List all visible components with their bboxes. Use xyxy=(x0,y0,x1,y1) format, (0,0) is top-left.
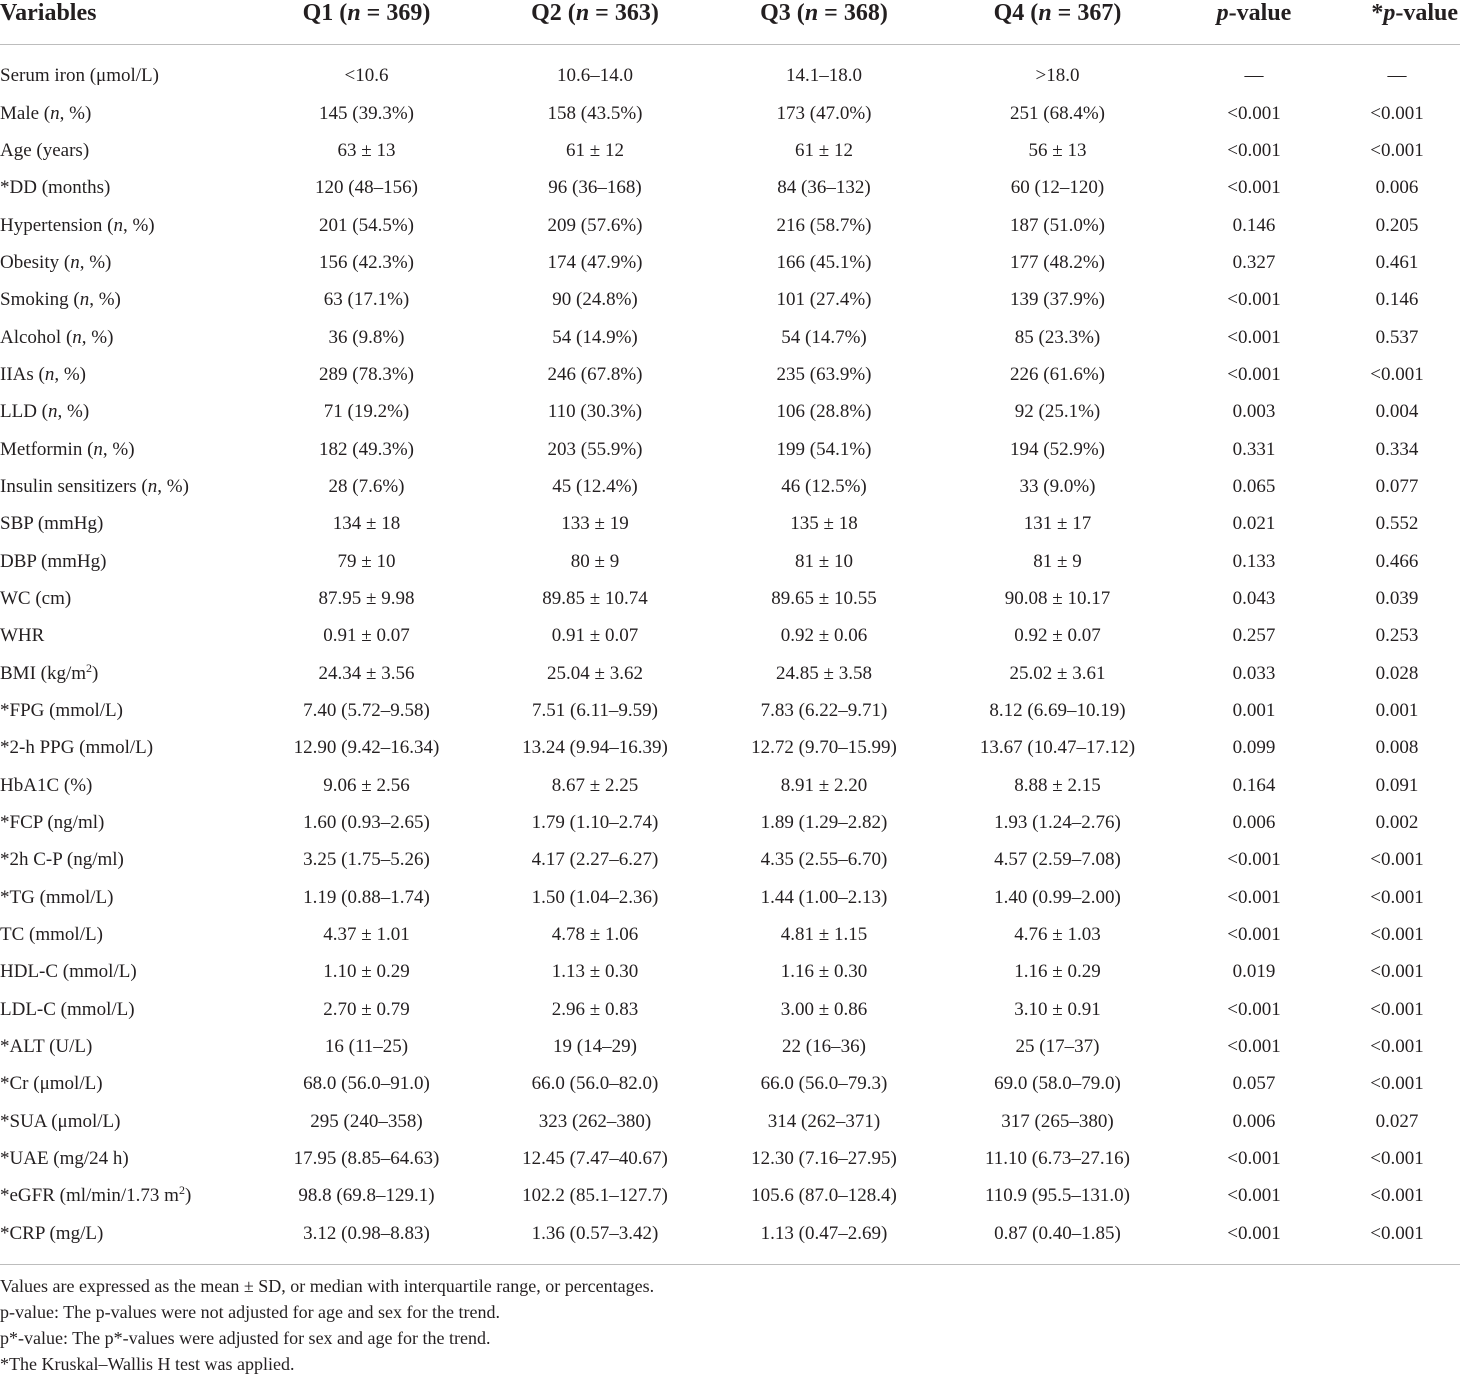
footnote: p*-value: The p*-values were adjusted for sex and age for the trend. xyxy=(0,1328,491,1348)
table-row xyxy=(0,356,1460,393)
table-cell: 0.133 xyxy=(1232,550,1276,572)
table-cell: 61 ± 12 xyxy=(566,139,624,161)
table-cell: <0.001 xyxy=(1227,139,1281,161)
table-cell: 0.164 xyxy=(1232,774,1276,796)
table-cell: 201 (54.5%) xyxy=(319,214,414,236)
table-cell: 12.90 (9.42–16.34) xyxy=(293,737,440,759)
table-body xyxy=(0,45,1460,1265)
table-row xyxy=(0,991,1460,1028)
table-cell: 4.37 ± 1.01 xyxy=(323,924,410,946)
table-cell: 0.537 xyxy=(1375,326,1419,348)
table-cell: 314 (262–371) xyxy=(767,1110,881,1132)
table-cell: 1.89 (1.29–2.82) xyxy=(760,812,888,834)
table-cell: 110.9 (95.5–131.0) xyxy=(985,1185,1130,1207)
table-cell: 0.021 xyxy=(1232,513,1276,535)
table-cell: 1.16 ± 0.30 xyxy=(780,961,868,983)
row-label: *TG (mmol/L) xyxy=(0,886,114,908)
table-row xyxy=(0,1215,1460,1252)
table-cell: 0.028 xyxy=(1375,662,1419,684)
table-cell: <0.001 xyxy=(1370,924,1424,946)
table-cell: 19 (14–29) xyxy=(553,1036,637,1058)
row-label: HbA1C (%) xyxy=(0,774,93,796)
table-cell: 0.099 xyxy=(1232,737,1276,759)
row-label: WHR xyxy=(0,625,45,647)
table-row xyxy=(0,580,1460,617)
table-cell: 45 (12.4%) xyxy=(552,475,638,497)
table-cell: 69.0 (58.0–79.0) xyxy=(994,1073,1121,1095)
table-cell: 199 (54.1%) xyxy=(776,438,872,460)
row-label: *FCP (ng/ml) xyxy=(0,812,105,834)
table-cell: <0.001 xyxy=(1227,924,1281,946)
table-header xyxy=(0,0,1460,45)
footnote: p-value: The p-values were not adjusted for age and sex for the trend. xyxy=(0,1302,500,1322)
table-cell: 139 (37.9%) xyxy=(1010,289,1105,311)
table-cell: 11.10 (6.73–27.16) xyxy=(985,1148,1130,1170)
table-cell: 46 (12.5%) xyxy=(781,475,867,497)
table-cell: 36 (9.8%) xyxy=(328,326,405,348)
table-cell: <0.001 xyxy=(1370,1222,1424,1244)
row-label: *DD (months) xyxy=(0,177,111,199)
table-cell: 0.003 xyxy=(1232,401,1276,423)
table-cell: 0.146 xyxy=(1232,214,1276,236)
header-p-star-value: *p-value xyxy=(1334,0,1460,45)
table-cell: 63 (17.1%) xyxy=(323,289,410,311)
table-cell: <0.001 xyxy=(1370,849,1424,871)
row-label: DBP (mmHg) xyxy=(0,550,107,572)
row-label: Male (n, %) xyxy=(0,102,92,124)
table-cell: 194 (52.9%) xyxy=(1010,438,1105,460)
table-row xyxy=(0,281,1460,318)
table-cell: 13.67 (10.47–17.12) xyxy=(979,737,1136,759)
table-cell: 0.006 xyxy=(1232,812,1276,834)
table-row xyxy=(0,244,1460,281)
row-label: *CRP (mg/L) xyxy=(0,1222,104,1244)
header-q4: Q4 (n = 367) xyxy=(941,0,1174,45)
table-cell: <0.001 xyxy=(1370,998,1424,1020)
row-label: TC (mmol/L) xyxy=(0,924,103,946)
table-cell: 216 (58.7%) xyxy=(776,214,872,236)
row-label: HDL-C (mmol/L) xyxy=(0,961,137,983)
table-cell: <0.001 xyxy=(1227,1222,1281,1244)
table-cell: <0.001 xyxy=(1370,1073,1424,1095)
table-cell: <0.001 xyxy=(1370,139,1424,161)
table-spacer-row xyxy=(0,45,1460,58)
table-cell: 0.065 xyxy=(1232,475,1276,497)
table-row xyxy=(0,94,1460,131)
table-cell: <0.001 xyxy=(1227,1036,1281,1058)
table-cell: <0.001 xyxy=(1227,1148,1281,1170)
table-cell: 0.466 xyxy=(1375,550,1419,572)
table-cell: 3.25 (1.75–5.26) xyxy=(303,849,430,871)
table-cell: >18.0 xyxy=(1035,65,1080,87)
table-cell: 0.043 xyxy=(1232,587,1276,609)
table-row xyxy=(0,841,1460,878)
table-cell: 0.006 xyxy=(1232,1110,1276,1132)
table-cell: 289 (78.3%) xyxy=(319,363,414,385)
table-cell: 0.002 xyxy=(1375,812,1419,834)
table-cell: 1.13 ± 0.30 xyxy=(551,961,639,983)
table-cell: 295 (240–358) xyxy=(310,1110,423,1132)
table-cell: 1.10 ± 0.29 xyxy=(323,961,410,983)
table-cell: 96 (36–168) xyxy=(548,177,642,199)
table-cell: 1.50 (1.04–2.36) xyxy=(531,886,659,908)
table-cell: 0.327 xyxy=(1232,251,1276,273)
table-cell: 68.0 (56.0–91.0) xyxy=(303,1073,430,1095)
table-row xyxy=(0,1103,1460,1140)
table-cell: 13.24 (9.94–16.39) xyxy=(522,737,668,759)
table-cell: 133 ± 19 xyxy=(561,513,629,535)
table-cell: 54 (14.7%) xyxy=(781,326,867,348)
row-label: Serum iron (μmol/L) xyxy=(0,65,159,87)
table-cell: 0.461 xyxy=(1375,251,1419,273)
table-cell: 3.10 ± 0.91 xyxy=(1014,998,1101,1020)
table-cell: <0.001 xyxy=(1227,849,1281,871)
table-cell: 61 ± 12 xyxy=(795,139,853,161)
table-cell: 0.006 xyxy=(1375,177,1419,199)
table-cell: 3.00 ± 0.86 xyxy=(780,998,868,1020)
table-cell: 16 (11–25) xyxy=(324,1036,409,1058)
table-row xyxy=(0,318,1460,355)
table-cell: <0.001 xyxy=(1227,886,1281,908)
table-row xyxy=(0,430,1460,467)
table-cell: 0.033 xyxy=(1232,662,1276,684)
table-cell: 187 (51.0%) xyxy=(1010,214,1105,236)
row-label: *UAE (mg/24 h) xyxy=(0,1148,129,1170)
row-label: LLD (n, %) xyxy=(0,401,90,423)
table-cell: 92 (25.1%) xyxy=(1014,401,1101,423)
table-cell: 85 (23.3%) xyxy=(1014,326,1101,348)
table-cell: <0.001 xyxy=(1227,102,1281,124)
table-cell: <0.001 xyxy=(1227,998,1281,1020)
table-cell: <0.001 xyxy=(1370,1148,1424,1170)
table-cell: 0.92 ± 0.06 xyxy=(780,625,868,647)
table-row xyxy=(0,169,1460,206)
table-cell: 81 ± 10 xyxy=(795,550,853,572)
table-cell: 24.85 ± 3.58 xyxy=(776,662,872,684)
table-cell: 8.88 ± 2.15 xyxy=(1014,774,1101,796)
table-row xyxy=(0,692,1460,729)
table-cell: 89.65 ± 10.55 xyxy=(771,587,877,609)
table-cell: <0.001 xyxy=(1227,326,1281,348)
table-row xyxy=(0,953,1460,990)
table-footnotes xyxy=(0,1265,1460,1377)
table-cell: 4.78 ± 1.06 xyxy=(551,924,639,946)
table-cell: 4.81 ± 1.15 xyxy=(780,924,868,946)
row-label: BMI $(kg/m^2)$ xyxy=(0,660,99,684)
table-cell: 4.57 (2.59–7.08) xyxy=(994,849,1121,871)
table-cell: 89.85 ± 10.74 xyxy=(542,587,648,609)
table-cell: 1.60 (0.93–2.65) xyxy=(303,812,430,834)
table-cell: 66.0 (56.0–79.3) xyxy=(760,1073,888,1095)
table-cell: 14.1–18.0 xyxy=(786,65,862,87)
table-cell: 3.12 (0.98–8.83) xyxy=(303,1222,430,1244)
table-cell: 0.91 ± 0.07 xyxy=(551,625,639,647)
table-cell: 105.6 (87.0–128.4) xyxy=(751,1185,897,1207)
table-cell: 25.04 ± 3.62 xyxy=(547,662,643,684)
table-cell: 0.091 xyxy=(1375,774,1419,796)
table-cell: 110 (30.3%) xyxy=(547,401,643,423)
table-cell: 1.13 (0.47–2.69) xyxy=(760,1222,888,1244)
table-cell: 0.019 xyxy=(1232,961,1276,983)
table-row xyxy=(0,729,1460,766)
table-cell: <0.001 xyxy=(1370,961,1424,983)
row-label: *FPG (mmol/L) xyxy=(0,700,123,722)
table-cell: 235 (63.9%) xyxy=(776,363,872,385)
header-row xyxy=(0,0,1460,45)
table-cell: 54 (14.9%) xyxy=(552,326,638,348)
table-cell: 156 (42.3%) xyxy=(319,251,414,273)
row-label: Smoking (n, %) xyxy=(0,289,121,311)
table-row xyxy=(0,804,1460,841)
table-cell: 1.93 (1.24–2.76) xyxy=(994,812,1121,834)
table-cell: 9.06 ± 2.56 xyxy=(323,774,410,796)
footnote: *The Kruskal–Wallis H test was applied. xyxy=(0,1354,295,1374)
table-cell: 0.008 xyxy=(1375,737,1419,759)
header-q3: Q3 (n = 368) xyxy=(707,0,941,45)
table-row xyxy=(0,1065,1460,1102)
table-row xyxy=(0,916,1460,953)
table-cell: 246 (67.8%) xyxy=(547,363,643,385)
table-cell: 71 (19.2%) xyxy=(323,401,410,423)
table-cell: <0.001 xyxy=(1370,1185,1424,1207)
table-cell: <0.001 xyxy=(1227,177,1281,199)
table-cell: — xyxy=(1244,65,1264,87)
table-cell: 0.001 xyxy=(1375,700,1419,722)
table-row xyxy=(0,57,1460,94)
table-cell: 145 (39.3%) xyxy=(319,102,414,124)
table-cell: 101 (27.4%) xyxy=(776,289,872,311)
row-label: *eGFR (ml/min/1.73 $m^2$) xyxy=(0,1183,192,1207)
table-row xyxy=(0,542,1460,579)
table-cell: 1.36 (0.57–3.42) xyxy=(531,1222,659,1244)
row-label: IIAs (n, %) xyxy=(0,363,87,385)
row-label: Hypertension (n, %) xyxy=(0,214,155,236)
table-cell: 226 (61.6%) xyxy=(1010,363,1105,385)
row-label: *SUA (μmol/L) xyxy=(0,1110,121,1132)
row-label: *2-h PPG (mmol/L) xyxy=(0,737,154,759)
table-cell: 8.67 ± 2.25 xyxy=(551,774,639,796)
table-cell: 1.79 (1.10–2.74) xyxy=(531,812,659,834)
table-cell: 102.2 (85.1–127.7) xyxy=(522,1185,668,1207)
table-row xyxy=(0,132,1460,169)
table-cell: 158 (43.5%) xyxy=(547,102,643,124)
table-cell: 2.70 ± 0.79 xyxy=(323,998,410,1020)
table-cell: 0.331 xyxy=(1232,438,1276,460)
table-cell: 81 ± 9 xyxy=(1033,550,1082,572)
table-cell: 8.91 ± 2.20 xyxy=(780,774,868,796)
table-cell: 4.35 (2.55–6.70) xyxy=(760,849,888,871)
table-cell: <0.001 xyxy=(1370,1036,1424,1058)
table-cell: 7.51 (6.11–9.59) xyxy=(532,700,658,722)
row-label: SBP (mmHg) xyxy=(0,513,104,535)
table-cell: 4.76 ± 1.03 xyxy=(1014,924,1101,946)
table-cell: 33 (9.0%) xyxy=(1019,475,1096,497)
table-cell: 1.44 (1.00–2.13) xyxy=(760,886,888,908)
table-cell: 10.6–14.0 xyxy=(557,65,633,87)
table-cell: 209 (57.6%) xyxy=(547,214,643,236)
table-cell: <0.001 xyxy=(1370,886,1424,908)
table-cell: 0.004 xyxy=(1375,401,1419,423)
table-cell: 0.205 xyxy=(1375,214,1419,236)
table-cell: 79 ± 10 xyxy=(337,550,396,572)
table-cell: 7.40 (5.72–9.58) xyxy=(303,700,430,722)
table-cell: 56 ± 13 xyxy=(1028,139,1087,161)
table-cell: 0.027 xyxy=(1375,1110,1419,1132)
header-q2: Q2 (n = 363) xyxy=(483,0,707,45)
table-cell: 84 (36–132) xyxy=(777,177,871,199)
table-cell: 134 ± 18 xyxy=(332,513,401,535)
table-cell: 12.72 (9.70–15.99) xyxy=(751,737,897,759)
row-label: *ALT (U/L) xyxy=(0,1036,93,1058)
table-cell: 7.83 (6.22–9.71) xyxy=(760,700,888,722)
table-row xyxy=(0,1177,1460,1214)
table-row xyxy=(0,1140,1460,1177)
table-cell: 2.96 ± 0.83 xyxy=(551,998,639,1020)
table-row xyxy=(0,1028,1460,1065)
footnote: Values are expressed as the mean ± SD, or median with interquartile range, or percentages. xyxy=(0,1276,655,1296)
table-cell: 317 (265–380) xyxy=(1001,1110,1114,1132)
header-q1: Q1 (n = 369) xyxy=(250,0,483,45)
table-cell: 0.253 xyxy=(1375,625,1419,647)
table-cell: 24.34 ± 3.56 xyxy=(318,662,415,684)
row-label: *Cr (μmol/L) xyxy=(0,1073,103,1095)
table-cell: 1.40 (0.99–2.00) xyxy=(994,886,1121,908)
table-cell: <10.6 xyxy=(344,65,389,87)
table-cell: 0.057 xyxy=(1232,1073,1276,1095)
table-cell: 135 ± 18 xyxy=(790,513,858,535)
table-cell: 60 (12–120) xyxy=(1010,177,1105,199)
table-cell: 0.87 (0.40–1.85) xyxy=(994,1222,1121,1244)
table-cell: 90 (24.8%) xyxy=(552,289,638,311)
row-label: Obesity (n, %) xyxy=(0,251,112,273)
table-cell: 0.91 ± 0.07 xyxy=(323,625,410,647)
table-row xyxy=(0,468,1460,505)
row-label: Age (years) xyxy=(0,139,90,161)
table-row xyxy=(0,655,1460,692)
table-cell: 12.45 (7.47–40.67) xyxy=(522,1148,668,1170)
table-cell: 182 (49.3%) xyxy=(319,438,414,460)
table-cell: 323 (262–380) xyxy=(538,1110,652,1132)
table-cell: 63 ± 13 xyxy=(337,139,396,161)
table-bottom-rule xyxy=(0,1252,1460,1265)
table-cell: 22 (16–36) xyxy=(782,1036,866,1058)
table-row xyxy=(0,617,1460,654)
table-cell: 120 (48–156) xyxy=(315,177,418,199)
table-cell: 0.146 xyxy=(1375,289,1419,311)
table-cell: 12.30 (7.16–27.95) xyxy=(751,1148,897,1170)
table-cell: 98.8 (69.8–129.1) xyxy=(298,1185,435,1207)
table-cell: 0.001 xyxy=(1232,700,1276,722)
table-cell: 0.334 xyxy=(1375,438,1419,460)
table-cell: 131 ± 17 xyxy=(1023,513,1092,535)
table-cell: 106 (28.8%) xyxy=(776,401,872,423)
table-row xyxy=(0,879,1460,916)
table-cell: 66.0 (56.0–82.0) xyxy=(531,1073,659,1095)
table-row xyxy=(0,505,1460,542)
table-cell: <0.001 xyxy=(1227,363,1281,385)
table-row xyxy=(0,206,1460,243)
table-cell: 173 (47.0%) xyxy=(776,102,872,124)
table-cell: 0.257 xyxy=(1232,625,1276,647)
table-cell: <0.001 xyxy=(1370,102,1424,124)
table-cell: 0.552 xyxy=(1375,513,1419,535)
table-cell: 87.95 ± 9.98 xyxy=(318,587,415,609)
table-cell: 0.039 xyxy=(1375,587,1419,609)
row-label: LDL-C (mmol/L) xyxy=(0,998,135,1020)
table-cell: <0.001 xyxy=(1227,1185,1281,1207)
header-p-value: p-value xyxy=(1174,0,1334,45)
row-label: Metformin (n, %) xyxy=(0,438,135,460)
table-cell: <0.001 xyxy=(1227,289,1281,311)
table-row xyxy=(0,393,1460,430)
table-cell: 80 ± 9 xyxy=(570,550,620,572)
row-label: Alcohol (n, %) xyxy=(0,326,114,348)
table-cell: 28 (7.6%) xyxy=(328,475,405,497)
row-label: Insulin sensitizers (n, %) xyxy=(0,475,189,497)
table-cell: 177 (48.2%) xyxy=(1010,251,1105,273)
table-cell: 0.077 xyxy=(1375,475,1419,497)
table-cell: 1.16 ± 0.29 xyxy=(1014,961,1101,983)
table-cell: — xyxy=(1387,65,1407,87)
table-cell: <0.001 xyxy=(1370,363,1424,385)
table-cell: 251 (68.4%) xyxy=(1010,102,1105,124)
table-cell: 8.12 (6.69–10.19) xyxy=(989,700,1126,722)
table-cell: 17.95 (8.85–64.63) xyxy=(293,1148,440,1170)
row-label: WC (cm) xyxy=(0,587,72,609)
table-cell: 174 (47.9%) xyxy=(547,251,643,273)
table-row xyxy=(0,767,1460,804)
header-variables: Variables xyxy=(0,0,250,45)
table-cell: 166 (45.1%) xyxy=(776,251,872,273)
table-cell: 90.08 ± 10.17 xyxy=(1004,587,1111,609)
table-cell: 25 (17–37) xyxy=(1015,1036,1100,1058)
table-cell: 25.02 ± 3.61 xyxy=(1009,662,1106,684)
table-cell: 1.19 (0.88–1.74) xyxy=(303,886,430,908)
row-label: *2h C-P (ng/ml) xyxy=(0,849,124,871)
table-cell: 0.92 ± 0.07 xyxy=(1014,625,1101,647)
table-cell: 203 (55.9%) xyxy=(547,438,643,460)
table-cell: 4.17 (2.27–6.27) xyxy=(531,849,659,871)
